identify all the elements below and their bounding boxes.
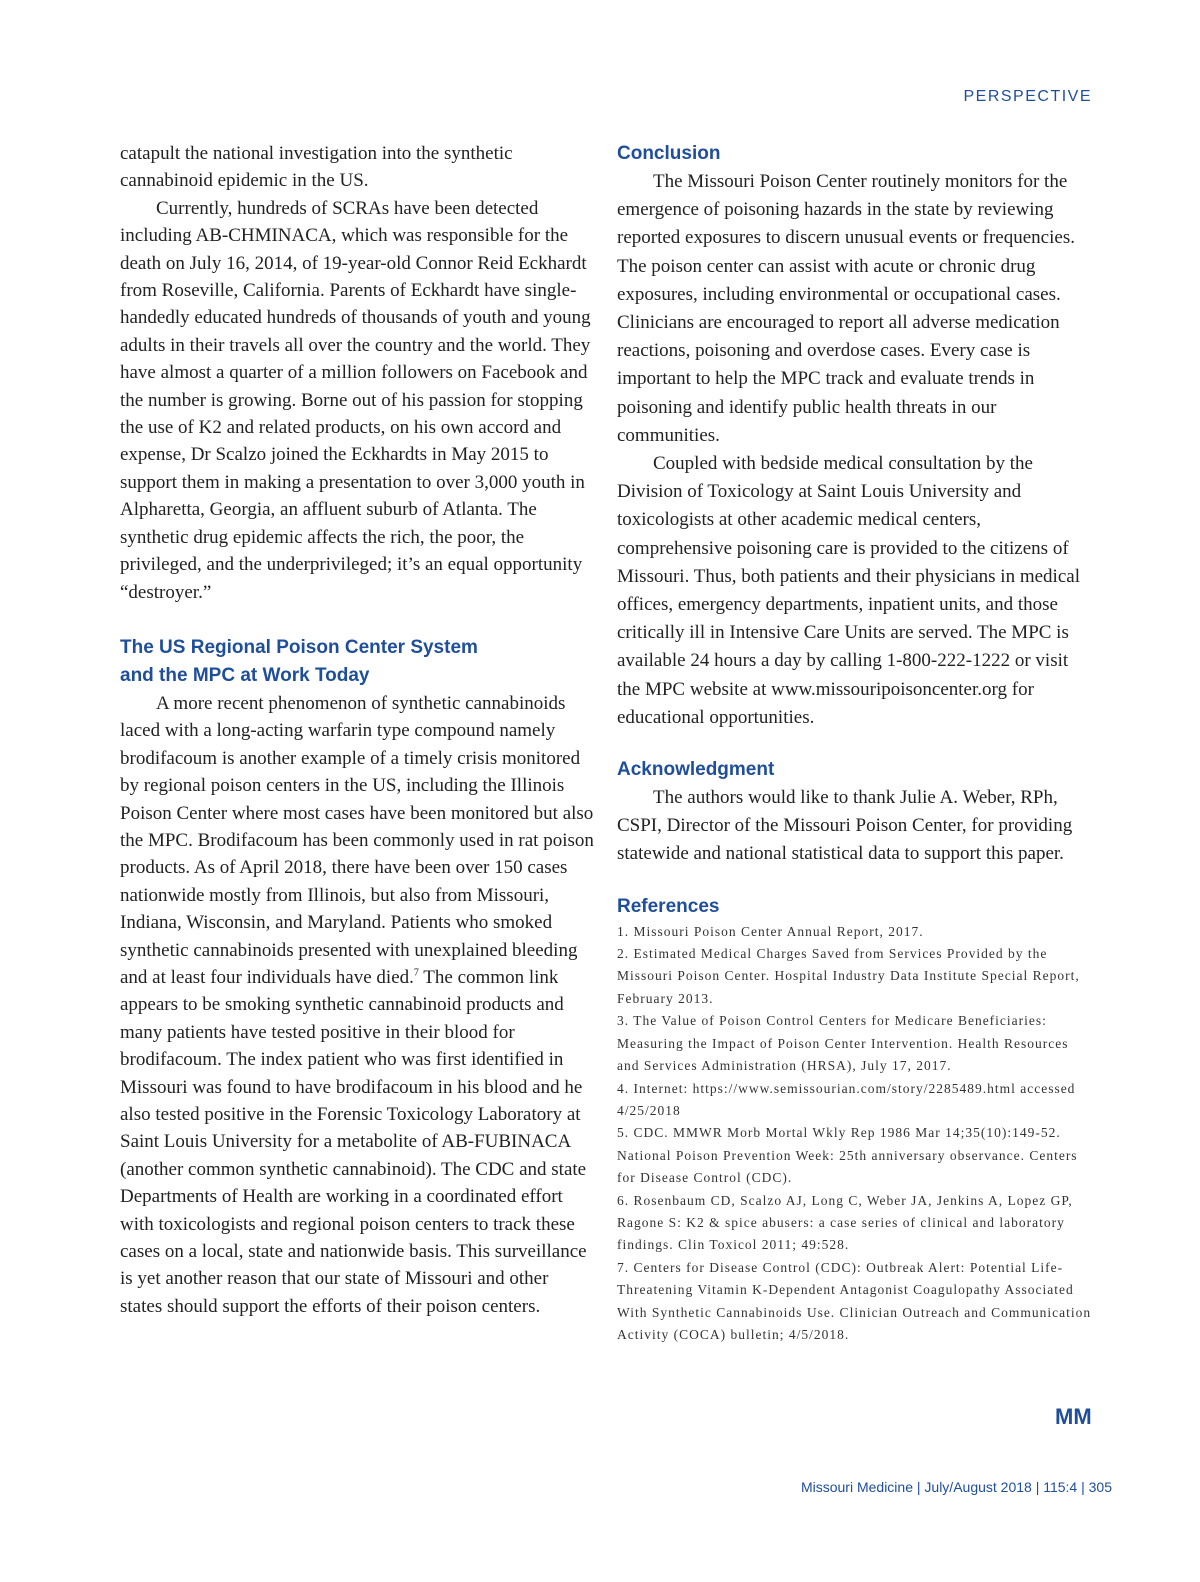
left-paragraph-2: Currently, hundreds of SCRAs have been detected including AB-CHMINACA, which was responsible for the death on July 16, 2014, of 19-year-old Connor Reid Eckhardt from Roseville, California. Parents of Eckhardt have single-handedly educated hundreds of thousands of youth and young adults in their travels all over the country and the world. They have almost a quarter of a million followers on Facebook and the number is growing. Borne out of his passion for stopping the use of K2 and related products, on his own accord and expense, Dr Scalzo joined the Eckhardts in May 2015 to support them in making a presentation to over 3,000 youth in Alpharetta, Georgia, an affluent suburb of Atlanta. The synthetic drug epidemic affects the rich, the poor, the privileged, and the underprivileged; it’s an equal opportunity “destroyer.”: [120, 197, 591, 603]
conclusion-paragraph-2: Coupled with bedside medical consultation by the Division of Toxicology at Saint Louis University and toxicologists at other academic medical centers, comprehensive poisoning care is provided to the citizens of Missouri. Thus, both patients and their physicians in medical offices, emergency departments, inpatient units, and those critically ill in Intensive Care Units are served. The MPC is available 24 hours a day by calling 1-800-222-1222 or visit the MPC website at www.missouripoisoncenter.org for educational opportunities.: [617, 453, 1080, 728]
left-paragraph-3-part-b: The common link appears to be smoking synthetic cannabinoid products and many patients have tested positive in their blood for brodifacoum. The index patient who was first identified in Missouri was found to have brodifacoum in his blood and he also tested positive in the Forensic Toxicology Laboratory at Saint Louis University for a metabolite of AB-FUBINACA (another common synthetic cannabinoid). The CDC and state Departments of Health are working in a coordinated effort with toxicologists and regional poison centers to track these cases on a local, state and nationwide basis. This surveillance is yet another reason that our state of Missouri and other states should support the efforts of their poison centers.: [120, 966, 587, 1317]
reference-item: 4. Internet: https://www.semissourian.com/story/2285489.html accessed 4/25/2018: [617, 1080, 1076, 1118]
reference-item: National Poison Prevention Week: 25th anniversary observance. Centers for Disease Control (CDC).: [617, 1147, 1078, 1186]
right-column: [617, 140, 1095, 1346]
section-label: PERSPECTIVE: [963, 88, 1092, 105]
reference-item: 7. Centers for Disease Control (CDC): Outbreak Alert: Potential Life-Threatening Vitamin K-Dependent Antagonist Coagulopathy Associated With Synthetic Cannabinoids Use. Clinician Outreach and Communication Activity (COCA) bulletin; 4/5/2018.: [617, 1259, 1092, 1342]
reference-item: 6. Rosenbaum CD, Scalzo AJ, Long C, Weber JA, Jenkins A, Lopez GP, Ragone S: K2 & spice abusers: a case series of clinical and laboratory findings. Clin Toxicol 2011; 49:528.: [617, 1192, 1073, 1253]
acknowledgment-heading: Acknowledgment: [617, 759, 775, 781]
reference-superscript: 7: [413, 967, 419, 979]
reference-item: 5. CDC. MMWR Morb Mortal Wkly Rep 1986 Mar 14;35(10):149-52.: [617, 1125, 1061, 1141]
left-paragraph-1: catapult the national investigation into the synthetic cannabinoid epidemic in the US.: [120, 143, 513, 192]
reference-item: 1. Missouri Poison Center Annual Report, 2017.: [617, 923, 924, 939]
end-mark-logo: MM: [1055, 1404, 1092, 1429]
references-heading: References: [617, 895, 720, 917]
left-paragraph-3: [120, 690, 595, 1320]
conclusion-heading: Conclusion: [617, 143, 721, 164]
reference-item: 2. Estimated Medical Charges Saved from Services Provided by the Missouri Poison Center. Hospital Industry Data Institute Special Report, February 2013.: [617, 946, 1080, 1006]
acknowledgment-paragraph: The authors would like to thank Julie A. Weber, RPh, CSPI, Director of the Missouri Poison Center, for providing statewide and national statistical data to support this paper.: [617, 787, 1073, 865]
poison-center-heading-line-1: The US Regional Poison Center System: [120, 636, 478, 658]
page-footer: Missouri Medicine | July/August 2018 | 115:4 | 305: [800, 1479, 1112, 1495]
left-paragraph-3-part-a: A more recent phenomenon of synthetic cannabinoids laced with a long-acting warfarin type compound namely brodifacoum is another example of a timely crisis monitored by regional poison centers in the US, including the Illinois Poison Center where most cases have been monitored but also the MPC. Brodifacoum has been commonly used in rat poison products. As of April 2018, there have been over 150 cases nationwide mostly from Illinois, but also from Missouri, Indiana, Wisconsin, and Maryland. Patients who smoked synthetic cannabinoids presented with unexplained bleeding and at least four individuals have died.: [120, 692, 594, 988]
references-list: [617, 921, 1095, 1347]
poison-center-heading-line-2: and the MPC at Work Today: [120, 664, 370, 686]
left-column: [120, 140, 595, 1320]
reference-item: 3. The Value of Poison Control Centers for Medicare Beneficiaries: Measuring the Impact of Poison Center Intervention. Health Resources and Services Administration (HRSA), July 17, 2017.: [617, 1013, 1069, 1074]
conclusion-paragraph-1: The Missouri Poison Center routinely monitors for the emergence of poisoning hazards in the state by reviewing reported exposures to discern unusual events or frequencies. The poison center can assist with acute or chronic drug exposures, including environmental or occupational cases. Clinicians are encouraged to report all adverse medication reactions, poisoning and overdose cases. Every case is important to help the MPC track and evaluate trends in poisoning and identify public health threats in our communities.: [617, 171, 1075, 446]
poison-center-heading: [120, 634, 595, 690]
